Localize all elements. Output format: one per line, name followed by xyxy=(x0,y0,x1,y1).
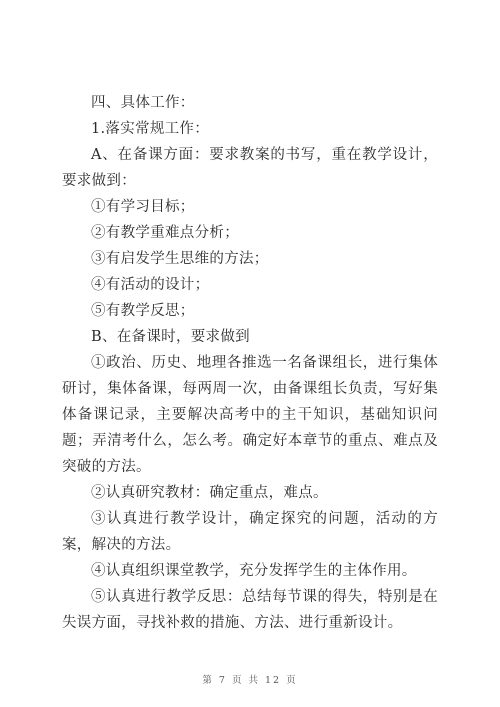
list-item: ①有学习目标； xyxy=(91,199,195,215)
list-item: ⑤有教学反思； xyxy=(91,303,195,319)
list-item: ③认真进行教学设计，确定探究的问题，活动的方案，解决的方法。 xyxy=(62,511,438,553)
list-item: ④认真组织课堂教学，充分发挥学生的主体作用。 xyxy=(91,563,417,579)
paragraph-prep-requirements: B、在备课时，要求做到 xyxy=(91,329,250,345)
list-item: ②有教学重难点分析； xyxy=(91,225,239,241)
subsection-heading: 1.落实常规工作： xyxy=(91,121,210,137)
list-item: ②认真研究教材：确定重点，难点。 xyxy=(91,485,328,501)
list-item: ⑤认真进行教学反思：总结每节课的得失，特别是在失误方面，寻找补救的措施、方法、进行重新设计。 xyxy=(62,589,438,631)
list-item: ④有活动的设计； xyxy=(91,277,210,293)
document-body xyxy=(62,90,438,636)
paragraph-lesson-prep: A、在备课方面：要求教案的书写，重在教学设计，要求做到： xyxy=(62,147,438,189)
section-heading: 四、具体工作： xyxy=(91,95,195,111)
list-item: ③有启发学生思维的方法； xyxy=(91,251,269,267)
list-item: ①政治、历史、地理各推选一名备课组长，进行集体研讨，集体备课，每两周一次，由备课组长负责，写好集体备课记录，主要解决高考中的主干知识，基础知识问题；弄清考什么，怎么考。确定好本章节的重点、难点及突破的方法。 xyxy=(62,355,438,475)
page-number-footer: 第 7 页 共 12 页 xyxy=(202,675,298,686)
